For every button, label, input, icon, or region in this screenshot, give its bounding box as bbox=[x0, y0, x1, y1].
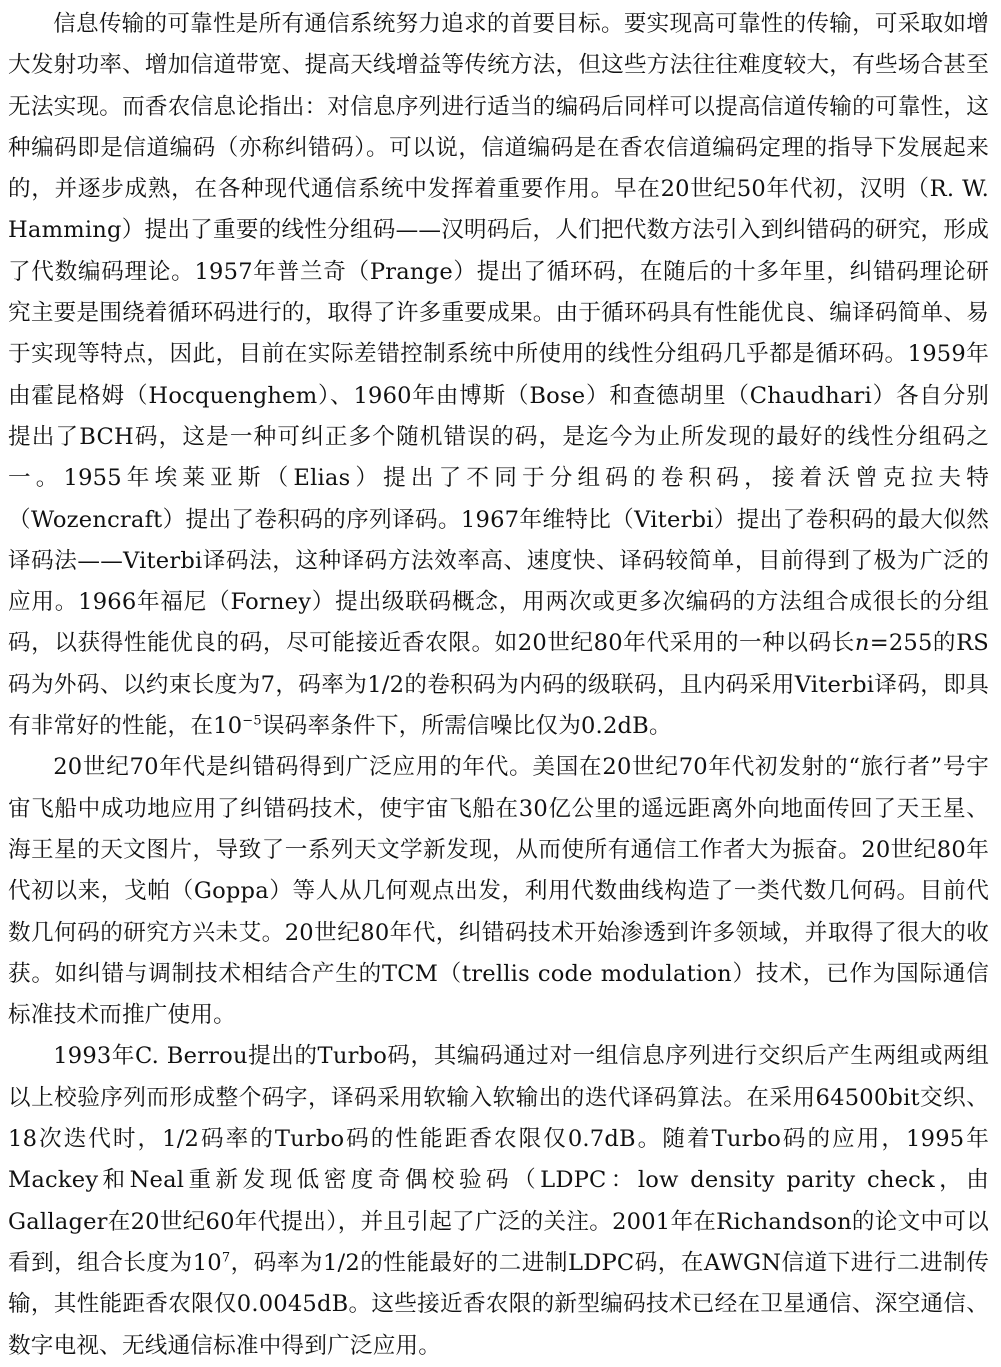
superscript: 7 bbox=[221, 1250, 231, 1266]
superscript: −5 bbox=[242, 713, 262, 729]
paragraph-1 bbox=[8, 4, 989, 747]
italic-variable: n bbox=[854, 630, 870, 657]
text-run: 信息传输的可靠性是所有通信系统努力追求的首要目标。要实现高可靠性的传输，可采取如增大发射功率、增加信道带宽、提高天线增益等传统方法，但这些方法往往难度较大，有些场合甚至无法实现。而香农信息论指出：对信息序列进行适当的编码后同样可以提高信道传输的可靠性，这种编码即是信道编码（亦称纠错码）。可以说，信道编码是在香农信道编码定理的指导下发展起来的，并逐步成熟，在各种现代通信系统中发挥着重要作用。早在20世纪50年代初，汉明（R. W. Hamming）提出了重要的线性分组码——汉明码后，人们把代数方法引入到纠错码的研究，形成了代数编码理论。1957年普兰奇（Prange）提出了循环码，在随后的十多年里，纠错码理论研究主要是围绕着循环码进行的，取得了许多重要成果。由于循环码具有性能优良、编译码简单、易于实现等特点，因此，目前在实际差错控制系统中所使用的线性分组码几乎都是循环码。1959年由霍昆格姆（Hocquenghem）、1960年由博斯（Bose）和查德胡里（Chaudhari）各自分别提出了BCH码，这是一种可纠正多个随机错误的码，是迄今为止所发现的最好的线性分组码之一。1955年埃莱亚斯（Elias）提出了不同于分组码的卷积码，接着沃曾克拉夫特（Wozencraft）提出了卷积码的序列译码。1967年维特比（Viterbi）提出了卷积码的最大似然译码法——Viterbi译码法，这种译码方法效率高、速度快、译码较简单，目前得到了极为广泛的应用。1966年福尼（Forney）提出级联码概念，用两次或更多次编码的方法组合成很长的分组码，以获得性能优良的码，尽可能接近香农限。如20世纪80年代采用的一种以码长 bbox=[8, 11, 989, 657]
paragraph-3 bbox=[8, 1036, 989, 1366]
text-run: =255的RS码为外码、以约束长度为7，码率为1/2的卷积码为内码的级联码，且内码采用Viterbi译码，即具有非常好的性能，在10 bbox=[8, 630, 989, 740]
text-run: 误码率条件下，所需信噪比仅为0.2dB。 bbox=[261, 713, 672, 740]
text-run: 20世纪70年代是纠错码得到广泛应用的年代。美国在20世纪70年代初发射的“旅行者”号宇宙飞船中成功地应用了纠错码技术，使宇宙飞船在30亿公里的遥远距离外向地面传回了天王星、海王星的天文图片，导致了一系列天文学新发现，从而使所有通信工作者大为振奋。20世纪80年代初以来，戈帕（Goppa）等人从几何观点出发，利用代数曲线构造了一类代数几何码。目前代数几何码的研究方兴未艾。20世纪80年代，纠错码技术开始渗透到许多领域，并取得了很大的收获。如纠错与调制技术相结合产生的TCM（trellis code modulation）技术，已作为国际通信标准技术而推广使用。 bbox=[8, 754, 989, 1029]
text-run: 1993年C. Berrou提出的Turbo码，其编码通过对一组信息序列进行交织后产生两组或两组以上校验序列而形成整个码字，译码采用软输入软输出的迭代译码算法。在采用64500bit交织、18次迭代时，1/2码率的Turbo码的性能距香农限仅0.7dB。随着Turbo码的应用，1995年Mackey和Neal重新发现低密度奇偶校验码（LDPC：low density parity check，由Gallager在20世纪60年代提出），并且引起了广泛的关注。2001年在Richandson的论文中可以看到，组合长度为10 bbox=[8, 1043, 989, 1276]
paragraph-2 bbox=[8, 747, 989, 1036]
text-run: ，码率为1/2的性能最好的二进制LDPC码，在AWGN信道下进行二进制传输，其性能距香农限仅0.0045dB。这些接近香农限的新型编码技术已经在卫星通信、深空通信、数字电视、无线通信标准中得到广泛应用。 bbox=[8, 1249, 989, 1359]
